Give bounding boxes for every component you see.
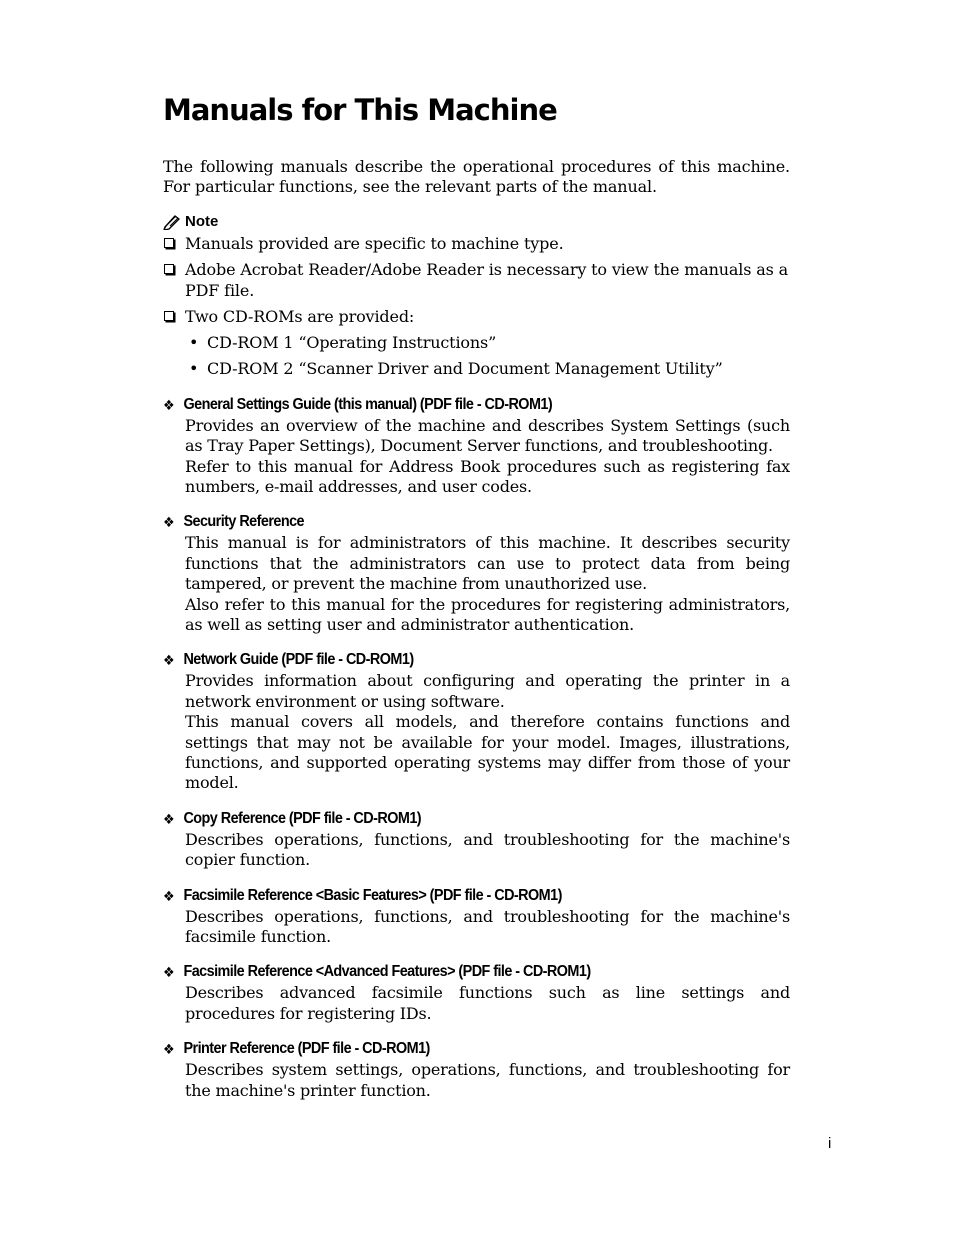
section-paragraph: Provides an overview of the machine and describes System Settings (such as Tray Paper Settings), Document Server functions, and troubleshooting.	[185, 415, 790, 456]
page-title: Manuals for This Machine	[163, 93, 557, 127]
section-title: Security Reference	[183, 513, 305, 531]
section-paragraph: Describes system settings, operations, functions, and troubleshooting for the machine's printer function.	[185, 1060, 790, 1100]
cd-rom-item	[185, 333, 790, 353]
page-number: i	[828, 1135, 832, 1152]
manual-section	[163, 885, 790, 948]
checkbox-icon	[164, 264, 174, 274]
section-heading	[163, 961, 746, 983]
note-item	[163, 234, 790, 254]
section-heading	[163, 808, 746, 830]
diamond-bullet-icon: ❖	[163, 964, 175, 981]
note-item-text: Adobe Acrobat Reader/Adobe Reader is necessary to view the manuals as a PDF file.	[185, 260, 789, 300]
manual-section	[163, 808, 790, 871]
note-heading	[163, 212, 790, 232]
note-item	[163, 307, 790, 380]
note-list	[163, 234, 790, 380]
section-heading	[163, 511, 746, 533]
note-label: Note	[185, 213, 219, 231]
bullet-icon: •	[189, 359, 199, 379]
section-title: Network Guide (PDF file - CD-ROM1)	[183, 651, 414, 669]
section-heading	[163, 885, 746, 907]
checkbox-icon	[164, 311, 174, 321]
section-title: Facsimile Reference <Basic Features> (PDF file - CD-ROM1)	[183, 886, 562, 904]
note-item-text: Two CD-ROMs are provided:	[185, 307, 415, 327]
diamond-bullet-icon: ❖	[163, 652, 175, 669]
manual-section	[163, 394, 790, 498]
section-paragraph: Refer to this manual for Address Book procedures such as registering fax numbers, e-mail addresses, and user codes.	[185, 456, 790, 496]
section-title: Facsimile Reference <Advanced Features> (PDF file - CD-ROM1)	[183, 963, 591, 981]
manual-section	[163, 1038, 790, 1101]
cd-rom-item-text: CD-ROM 1 “Operating Instructions”	[207, 333, 497, 353]
section-paragraph: This manual covers all models, and therefore contains functions and settings that may not be available for your model. Images, illustrations, functions, and supported operating systems may differ from those of your model.	[185, 712, 790, 793]
section-title: General Settings Guide (this manual) (PDF file - CD-ROM1)	[183, 395, 553, 413]
checkbox-icon	[164, 238, 174, 248]
manual-section	[163, 649, 790, 793]
page-content	[163, 157, 790, 1115]
section-title: Copy Reference (PDF file - CD-ROM1)	[183, 809, 422, 827]
section-paragraph: This manual is for administrators of this machine. It describes security functions that the administrators can use to protect data from being tampered, or prevent the machine from unauthorized use.	[185, 533, 790, 594]
diamond-bullet-icon: ❖	[163, 396, 175, 413]
section-title: Printer Reference (PDF file - CD-ROM1)	[183, 1040, 430, 1058]
diamond-bullet-icon: ❖	[163, 810, 175, 827]
manual-sections	[163, 394, 790, 1101]
section-paragraph: Describes advanced facsimile functions such as line settings and procedures for registering IDs.	[185, 983, 790, 1023]
note-item-text: Manuals provided are specific to machine type.	[185, 233, 564, 253]
section-paragraph: Also refer to this manual for the procedures for registering administrators, as well as setting user and administrator authentication.	[185, 594, 790, 634]
diamond-bullet-icon: ❖	[163, 1041, 175, 1058]
section-heading	[163, 394, 746, 416]
manual-section	[163, 961, 790, 1024]
cd-rom-list	[185, 333, 790, 379]
section-paragraph: Describes operations, functions, and troubleshooting for the machine's facsimile function.	[185, 906, 790, 947]
intro-paragraph: The following manuals describe the operational procedures of this machine. For particular functions, see the relevant parts of the manual.	[163, 157, 790, 197]
section-paragraph: Provides information about configuring and operating the printer in a network environment or using software.	[185, 671, 790, 711]
pencil-icon	[163, 214, 181, 230]
section-heading	[163, 1038, 746, 1060]
diamond-bullet-icon: ❖	[163, 514, 175, 531]
cd-rom-item	[185, 359, 790, 379]
cd-rom-item-text: CD-ROM 2 “Scanner Driver and Document Management Utility”	[207, 359, 723, 379]
note-item	[163, 260, 790, 301]
bullet-icon: •	[189, 333, 199, 353]
manual-section	[163, 511, 790, 635]
diamond-bullet-icon: ❖	[163, 887, 175, 904]
section-heading	[163, 649, 746, 671]
section-paragraph: Describes operations, functions, and troubleshooting for the machine's copier function.	[185, 829, 790, 870]
